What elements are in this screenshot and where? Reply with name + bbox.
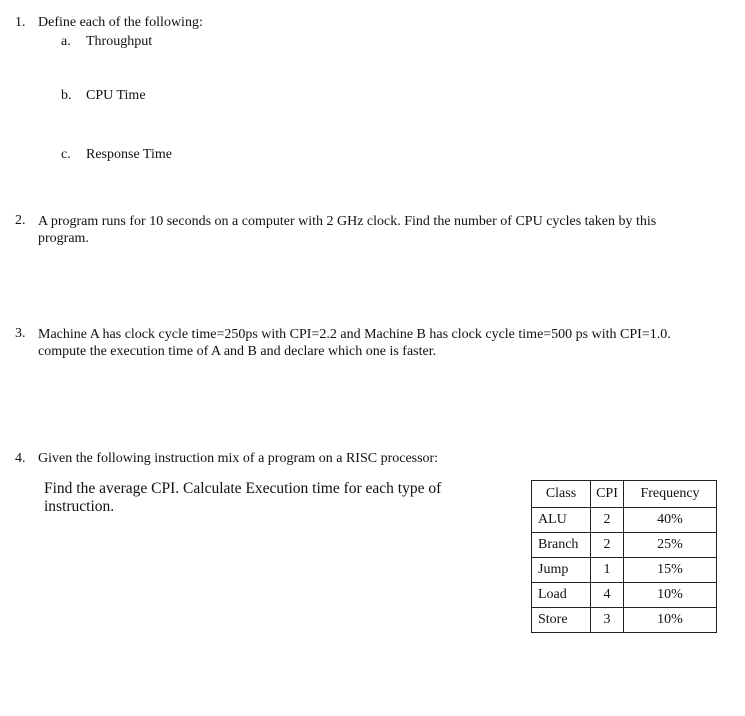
cell-class: Branch: [532, 533, 591, 558]
q1-item-b-label: CPU Time: [86, 88, 146, 103]
cell-class: Jump: [532, 558, 591, 583]
cell-cpi: 3: [591, 608, 624, 633]
q1-item-c-label: Response Time: [86, 147, 172, 162]
q4-task-line-1: Find the average CPI. Calculate Execution time for each type of: [44, 480, 442, 497]
q1-text: Define each of the following:: [38, 15, 203, 30]
cell-frequency: 10%: [624, 608, 717, 633]
header-class: Class: [532, 481, 591, 508]
q2-text: [38, 213, 656, 247]
header-cpi: CPI: [591, 481, 624, 508]
q2-line-1: A program runs for 10 seconds on a computer with 2 GHz clock. Find the number of CPU cycles taken by this: [38, 214, 657, 229]
q1-item-a-letter: a.: [61, 34, 71, 49]
table-row: [532, 558, 717, 583]
q1-item-c-letter: c.: [61, 147, 71, 162]
cell-cpi: 4: [591, 583, 624, 608]
q3-line-2: compute the execution time of A and B and declare which one is faster.: [38, 344, 437, 359]
q2-number: 2.: [15, 213, 26, 228]
q1-item-a-label: Throughput: [86, 34, 153, 49]
q4-task: [44, 480, 441, 516]
cell-cpi: 2: [591, 533, 624, 558]
cell-frequency: 40%: [624, 508, 717, 533]
instruction-mix-table: [531, 480, 717, 633]
table-row: [532, 508, 717, 533]
cell-frequency: 10%: [624, 583, 717, 608]
table-row: [532, 583, 717, 608]
table-row: [532, 533, 717, 558]
q3-text: [38, 326, 671, 360]
cell-class: Load: [532, 583, 591, 608]
cell-cpi: 1: [591, 558, 624, 583]
q2-line-2: program.: [38, 231, 89, 246]
q4-task-line-2: instruction.: [44, 498, 115, 515]
q4-number: 4.: [15, 451, 26, 466]
cell-cpi: 2: [591, 508, 624, 533]
q4-text: Given the following instruction mix of a program on a RISC processor:: [38, 451, 439, 466]
table-header-row: [532, 481, 717, 508]
cell-class: ALU: [532, 508, 591, 533]
q1-number: 1.: [15, 15, 26, 30]
table-row: [532, 608, 717, 633]
header-frequency: Frequency: [624, 481, 717, 508]
q3-line-1: Machine A has clock cycle time=250ps with CPI=2.2 and Machine B has clock cycle time=500 ps with CPI=1.0.: [38, 327, 671, 342]
cell-frequency: 15%: [624, 558, 717, 583]
q3-number: 3.: [15, 326, 26, 341]
cell-class: Store: [532, 608, 591, 633]
q1-item-b-letter: b.: [61, 88, 72, 103]
cell-frequency: 25%: [624, 533, 717, 558]
